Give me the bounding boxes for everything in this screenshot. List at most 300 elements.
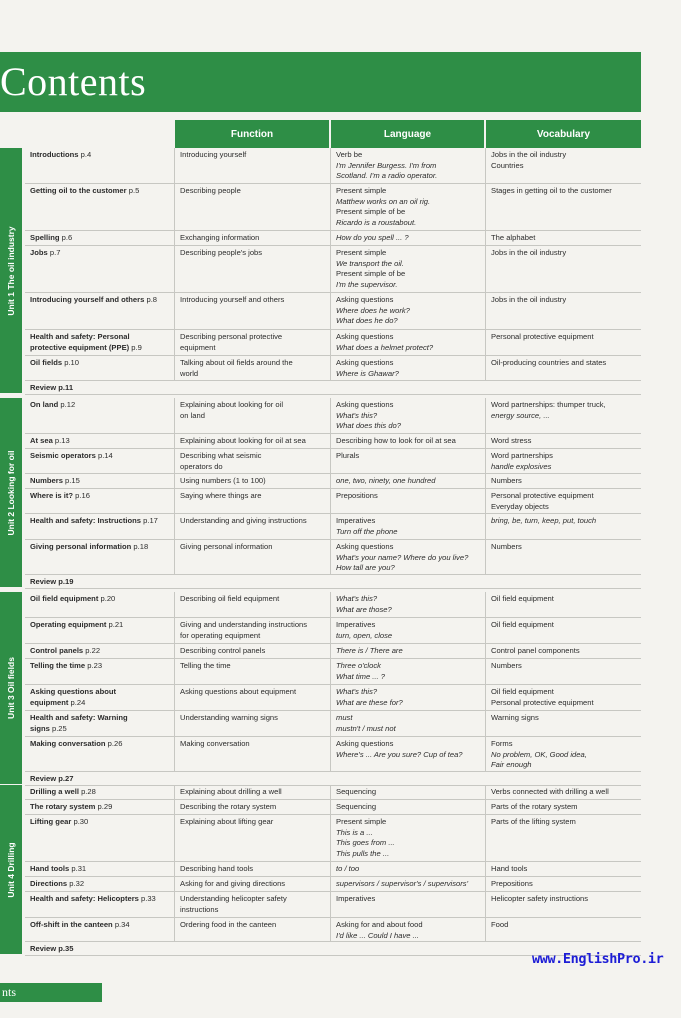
lesson-title[interactable] <box>30 186 170 197</box>
function-cell <box>175 398 331 433</box>
language-text: I'm the supervisor. <box>336 279 398 289</box>
lesson-cell <box>25 685 175 710</box>
watermark-url[interactable]: www.EnglishPro.ir <box>532 951 664 967</box>
table-row <box>25 644 641 659</box>
vocabulary-cell <box>486 540 641 574</box>
language-text: Present simple <box>336 186 387 195</box>
vocabulary-cell <box>486 892 641 917</box>
lesson-title[interactable] <box>30 713 170 724</box>
language-text: one, two, ninety, one hundred <box>336 476 436 485</box>
lesson-title-text[interactable]: Oil fields <box>30 358 63 367</box>
vocabulary-text: Parts of the lifting system <box>491 817 576 826</box>
vocabulary-cell <box>486 659 641 684</box>
language-text: Asking questions <box>336 542 394 551</box>
language-text: turn, open, close <box>336 630 393 640</box>
lesson-page-ref: p.32 <box>69 879 85 888</box>
language-text: What are these for? <box>336 697 403 707</box>
vocabulary-cell <box>486 246 641 292</box>
language-text: mustn't / must not <box>336 723 396 733</box>
vocabulary-text: Oil field equipment <box>491 620 554 629</box>
language-text: Asking questions <box>336 332 394 341</box>
table-row <box>25 246 641 293</box>
language-cell <box>331 330 486 355</box>
vocabulary-cell <box>486 785 641 799</box>
vocabulary-text: Food <box>491 920 509 929</box>
language-text: Present simple of be <box>336 207 406 217</box>
language-text: Asking questions <box>336 358 394 367</box>
function-cell <box>175 644 331 658</box>
language-text: Imperatives <box>336 894 376 903</box>
language-cell <box>331 489 486 513</box>
function-cell <box>175 862 331 876</box>
vocabulary-cell <box>486 293 641 329</box>
lesson-page-ref: p.21 <box>108 620 124 629</box>
lesson-title-text[interactable]: Where is it? <box>30 491 74 500</box>
vocabulary-text: No problem, OK, Good idea, <box>491 749 587 759</box>
language-text: Asking questions <box>336 295 394 304</box>
lesson-title-text[interactable]: Asking questions about <box>30 687 117 696</box>
function-cell <box>175 685 331 710</box>
language-text: Prepositions <box>336 491 378 500</box>
lesson-title[interactable] <box>30 920 170 931</box>
lesson-title-text[interactable]: Seismic operators <box>30 451 96 460</box>
vocabulary-text: Countries <box>491 160 524 170</box>
vocabulary-text: Personal protective equipment <box>491 332 594 341</box>
lesson-cell <box>25 862 175 876</box>
lesson-cell <box>25 737 175 771</box>
function-cell <box>175 434 331 448</box>
function-cell <box>175 618 331 643</box>
lesson-cell <box>25 398 175 433</box>
lesson-title-text[interactable]: Oil field equipment <box>30 594 99 603</box>
lesson-page-ref: p.6 <box>61 233 73 242</box>
table-row <box>25 489 641 514</box>
language-cell <box>331 231 486 245</box>
lesson-title[interactable] <box>30 451 170 462</box>
vocabulary-text: Stages in getting oil to the customer <box>491 186 612 195</box>
lesson-title-text[interactable]: Lifting gear <box>30 817 72 826</box>
function-text: for operating equipment <box>180 630 261 640</box>
review-label[interactable]: Review p.19 <box>30 577 74 586</box>
table-row <box>25 711 641 737</box>
vocabulary-cell <box>486 618 641 643</box>
table-row <box>25 474 641 489</box>
table-row <box>25 356 641 381</box>
vocabulary-text: Oil field equipment <box>491 594 554 603</box>
lesson-title[interactable] <box>30 150 170 161</box>
lesson-cell <box>25 514 175 539</box>
vocabulary-cell <box>486 685 641 710</box>
language-text: What's this? <box>336 687 378 696</box>
lesson-title-text[interactable]: equipment <box>30 697 69 707</box>
language-cell <box>331 293 486 329</box>
lesson-title-text[interactable]: Health and safety: Helicopters <box>30 894 139 903</box>
table-row <box>25 659 641 685</box>
table-row <box>25 800 641 815</box>
lesson-title-text[interactable]: Giving personal information <box>30 542 132 551</box>
lesson-title[interactable] <box>30 295 170 306</box>
review-label[interactable]: Review p.11 <box>30 383 74 392</box>
lesson-title-text[interactable]: Health and safety: Instructions <box>30 516 141 525</box>
lesson-title-text[interactable]: Off-shift in the canteen <box>30 920 113 929</box>
table-row <box>25 540 641 575</box>
language-text: must <box>336 713 353 722</box>
language-text: This goes from ... <box>336 838 395 848</box>
lesson-title[interactable] <box>30 516 170 527</box>
function-text: Ordering food in the canteen <box>180 920 277 929</box>
footer-label: nts <box>2 985 17 999</box>
function-cell <box>175 711 331 736</box>
function-cell <box>175 785 331 799</box>
language-text: to / too <box>336 864 360 873</box>
vocabulary-cell <box>486 356 641 380</box>
lesson-title[interactable] <box>30 661 170 672</box>
lesson-title[interactable] <box>30 787 170 798</box>
vocabulary-cell <box>486 148 641 183</box>
lesson-title-text[interactable]: Directions <box>30 879 68 888</box>
language-cell <box>331 514 486 539</box>
language-cell <box>331 785 486 799</box>
function-cell <box>175 231 331 245</box>
function-cell <box>175 800 331 814</box>
lesson-title[interactable] <box>30 620 170 631</box>
vocabulary-cell <box>486 434 641 448</box>
lesson-title-text[interactable]: Operating equipment <box>30 620 107 629</box>
vocabulary-cell <box>486 398 641 433</box>
lesson-page-ref: p.9 <box>131 342 142 352</box>
lesson-title[interactable] <box>30 802 170 813</box>
language-text: What are those? <box>336 604 392 614</box>
language-text: Present simple of be <box>336 269 406 279</box>
language-cell <box>331 148 486 183</box>
lesson-title[interactable] <box>30 879 170 890</box>
language-cell <box>331 474 486 488</box>
language-cell <box>331 815 486 861</box>
unit-rows <box>25 398 641 589</box>
function-text: equipment <box>180 342 216 352</box>
lesson-page-ref: p.20 <box>100 594 116 603</box>
table-row <box>25 449 641 474</box>
language-text: Asking questions <box>336 739 394 748</box>
vocabulary-text: Jobs in the oil industry <box>491 295 567 304</box>
lesson-page-ref: p.4 <box>80 150 92 159</box>
lesson-title-text[interactable]: protective equipment (PPE) <box>30 342 130 352</box>
vocabulary-text: Hand tools <box>491 864 528 873</box>
function-text: Asking questions about equipment <box>180 687 297 696</box>
lesson-page-ref: p.16 <box>75 491 90 500</box>
lesson-title[interactable] <box>30 343 170 354</box>
lesson-page-ref: p.17 <box>143 516 158 525</box>
lesson-title-text[interactable]: Introducing yourself and others <box>30 295 145 304</box>
lesson-cell <box>25 618 175 643</box>
vocabulary-cell <box>486 737 641 771</box>
lesson-page-ref: p.18 <box>133 542 149 551</box>
lesson-page-ref: p.28 <box>81 787 96 796</box>
vocabulary-cell <box>486 184 641 230</box>
lesson-cell <box>25 474 175 488</box>
review-label[interactable]: Review p.27 <box>30 774 74 783</box>
language-text: Imperatives <box>336 516 376 525</box>
function-text: Telling the time <box>180 661 231 670</box>
lesson-title[interactable] <box>30 491 170 502</box>
lesson-title-text[interactable]: On land <box>30 400 59 409</box>
function-cell <box>175 877 331 891</box>
vocabulary-text: bring, be, turn, keep, put, touch <box>491 516 597 525</box>
vocabulary-cell <box>486 862 641 876</box>
language-text: I'm Jennifer Burgess. I'm from <box>336 160 437 170</box>
lesson-title[interactable] <box>30 400 170 411</box>
vocabulary-text: Numbers <box>491 476 522 485</box>
function-cell <box>175 148 331 183</box>
lesson-page-ref: p.14 <box>97 451 113 460</box>
lesson-page-ref: p.10 <box>64 358 79 367</box>
lesson-title[interactable] <box>30 698 170 709</box>
lesson-page-ref: p.5 <box>128 186 140 195</box>
function-cell <box>175 592 331 617</box>
table-row <box>25 815 641 862</box>
header-spacer <box>22 120 175 148</box>
function-cell <box>175 892 331 917</box>
lesson-title-text[interactable]: Spelling <box>30 233 60 242</box>
language-cell <box>331 449 486 473</box>
lesson-title[interactable] <box>30 476 170 487</box>
lesson-title[interactable] <box>30 358 170 369</box>
language-text: What time ... ? <box>336 671 385 681</box>
language-text: How tall are you? <box>336 563 395 573</box>
lesson-title-text[interactable]: signs <box>30 723 50 733</box>
table-row <box>25 231 641 246</box>
language-text: Describing how to look for oil at sea <box>336 436 456 445</box>
language-text: Scotland. I'm a radio operator. <box>336 171 438 181</box>
vocabulary-cell <box>486 592 641 617</box>
lesson-page-ref: p.12 <box>60 400 76 409</box>
function-text: Describing the rotary system <box>180 802 277 811</box>
table-row <box>25 434 641 449</box>
lesson-title-text[interactable]: Getting oil to the customer <box>30 186 127 195</box>
lesson-title[interactable] <box>30 332 170 343</box>
lesson-title[interactable] <box>30 436 170 447</box>
unit-tab-label: Unit 1 The oil industry <box>6 225 16 316</box>
vocabulary-cell <box>486 489 641 513</box>
function-text: world <box>180 368 199 378</box>
language-cell <box>331 398 486 433</box>
vocabulary-cell <box>486 449 641 473</box>
unit-tab <box>0 785 22 954</box>
language-text: What's this? <box>336 594 378 603</box>
table-row <box>25 877 641 892</box>
header-vocabulary: Vocabulary <box>486 120 641 148</box>
unit-tab-label: Unit 3 Oil fields <box>6 657 16 719</box>
table-row <box>25 785 641 800</box>
lesson-title[interactable] <box>30 542 170 553</box>
unit-block <box>0 148 641 395</box>
lesson-title[interactable] <box>30 864 170 875</box>
vocabulary-cell <box>486 330 641 355</box>
language-cell <box>331 434 486 448</box>
lesson-page-ref: p.22 <box>85 646 101 655</box>
lesson-page-ref: p.15 <box>65 476 80 485</box>
language-text: This pulls the ... <box>336 848 390 858</box>
header-language: Language <box>331 120 486 148</box>
language-cell <box>331 356 486 380</box>
function-text: instructions <box>180 904 219 914</box>
vocabulary-text: Verbs connected with drilling a well <box>491 787 609 796</box>
language-text: Present simple <box>336 248 387 257</box>
language-text: Sequencing <box>336 787 377 796</box>
function-text: Giving personal information <box>180 542 273 551</box>
language-text: supervisors / supervisor's / supervisors' <box>336 879 469 888</box>
title-banner <box>0 52 641 112</box>
unit-block <box>0 592 641 786</box>
function-cell <box>175 659 331 684</box>
language-cell <box>331 246 486 292</box>
lesson-title-text[interactable]: Drilling a well <box>30 787 79 796</box>
language-text: What does a helmet protect? <box>336 342 434 352</box>
unit-tab <box>0 398 22 587</box>
lesson-cell <box>25 356 175 380</box>
language-text: Ricardo is a roustabout. <box>336 217 417 227</box>
vocabulary-cell <box>486 918 641 941</box>
table-row <box>25 618 641 644</box>
column-header-row <box>22 120 641 148</box>
function-text: on land <box>180 410 205 420</box>
function-cell <box>175 293 331 329</box>
lesson-page-ref: p.33 <box>141 894 156 903</box>
function-text: Giving and understanding instructions <box>180 620 308 629</box>
function-cell <box>175 246 331 292</box>
lesson-title[interactable] <box>30 817 170 828</box>
vocabulary-text: Word stress <box>491 436 532 445</box>
unit-tab <box>0 592 22 784</box>
unit-tab-label: Unit 4 Drilling <box>6 841 16 898</box>
language-cell <box>331 877 486 891</box>
lesson-title-text[interactable]: The rotary system <box>30 802 96 811</box>
table-row <box>25 737 641 772</box>
review-row <box>25 772 641 786</box>
vocabulary-text: Forms <box>491 739 513 748</box>
review-row <box>25 381 641 395</box>
lesson-cell <box>25 877 175 891</box>
vocabulary-text: The alphabet <box>491 233 536 242</box>
lesson-title-text[interactable]: Health and safety: Personal <box>30 332 130 341</box>
function-text: Describing personal protective <box>180 332 283 341</box>
lesson-title[interactable] <box>30 646 170 657</box>
review-label[interactable]: Review p.35 <box>30 944 74 953</box>
language-text: There is / There are <box>336 646 403 655</box>
lesson-title[interactable] <box>30 248 170 259</box>
lesson-page-ref: p.29 <box>97 802 113 811</box>
function-text: Explaining about looking for oil <box>180 400 284 409</box>
vocabulary-cell <box>486 644 641 658</box>
vocabulary-text: Prepositions <box>491 879 533 888</box>
lesson-page-ref: p.8 <box>146 295 158 304</box>
function-text: Describing control panels <box>180 646 266 655</box>
function-text: Using numbers (1 to 100) <box>180 476 266 485</box>
lesson-title[interactable] <box>30 894 170 905</box>
function-cell <box>175 918 331 941</box>
lesson-title[interactable] <box>30 739 170 750</box>
vocabulary-text: Word partnerships <box>491 451 553 460</box>
table-row <box>25 685 641 711</box>
language-text: Three o'clock <box>336 661 381 670</box>
language-cell <box>331 592 486 617</box>
review-cell <box>25 575 641 588</box>
function-text: Explaining about lifting gear <box>180 817 274 826</box>
language-cell <box>331 540 486 574</box>
function-cell <box>175 474 331 488</box>
lesson-title[interactable] <box>30 594 170 605</box>
review-cell <box>25 381 641 394</box>
lesson-cell <box>25 434 175 448</box>
lesson-title[interactable] <box>30 724 170 735</box>
unit-tab-label: Unit 2 Looking for oil <box>6 450 16 535</box>
lesson-title-text[interactable]: Making conversation <box>30 739 106 748</box>
table-row <box>25 592 641 618</box>
language-text: What does this do? <box>336 421 402 431</box>
lesson-title-text[interactable]: At sea <box>30 436 53 445</box>
language-text: This is a ... <box>336 827 373 837</box>
language-cell <box>331 918 486 941</box>
language-cell <box>331 892 486 917</box>
lesson-page-ref: p.26 <box>107 739 123 748</box>
function-text: Describing what seismic <box>180 451 262 460</box>
lesson-page-ref: p.34 <box>114 920 130 929</box>
function-cell <box>175 514 331 539</box>
function-text: Describing people <box>180 186 241 195</box>
lesson-cell <box>25 892 175 917</box>
function-text: Describing oil field equipment <box>180 594 280 603</box>
function-text: Introducing yourself and others <box>180 295 285 304</box>
language-cell <box>331 737 486 771</box>
vocabulary-cell <box>486 877 641 891</box>
vocabulary-text: Jobs in the oil industry <box>491 150 567 159</box>
lesson-cell <box>25 184 175 230</box>
language-text: What does he do? <box>336 316 398 326</box>
unit-block <box>0 398 641 589</box>
vocabulary-text: Warning signs <box>491 713 539 722</box>
vocabulary-text: Personal protective equipment <box>491 697 594 707</box>
lesson-page-ref: p.24 <box>70 697 86 707</box>
lesson-title-text[interactable]: Control panels <box>30 646 84 655</box>
table-row <box>25 514 641 540</box>
lesson-title-text[interactable]: Numbers <box>30 476 63 485</box>
lesson-title[interactable] <box>30 233 170 244</box>
lesson-title-text[interactable]: Introductions <box>30 150 79 159</box>
language-cell <box>331 711 486 736</box>
lesson-title[interactable] <box>30 687 170 698</box>
lesson-page-ref: p.31 <box>71 864 87 873</box>
table-row <box>25 918 641 942</box>
vocabulary-cell <box>486 231 641 245</box>
page-title: Contents <box>0 59 147 104</box>
lesson-title-text[interactable]: Telling the time <box>30 661 86 670</box>
language-cell <box>331 618 486 643</box>
lesson-cell <box>25 231 175 245</box>
function-text: Understanding helicopter safety <box>180 894 287 903</box>
lesson-title-text[interactable]: Hand tools <box>30 864 70 873</box>
lesson-cell <box>25 644 175 658</box>
language-cell <box>331 800 486 814</box>
function-text: Saying where things are <box>180 491 262 500</box>
lesson-cell <box>25 489 175 513</box>
lesson-title-text[interactable]: Jobs <box>30 248 48 257</box>
function-cell <box>175 540 331 574</box>
function-text: Exchanging information <box>180 233 260 242</box>
review-row <box>25 575 641 589</box>
lesson-title-text[interactable]: Health and safety: Warning <box>30 713 128 722</box>
lesson-cell <box>25 148 175 183</box>
function-text: Describing hand tools <box>180 864 254 873</box>
